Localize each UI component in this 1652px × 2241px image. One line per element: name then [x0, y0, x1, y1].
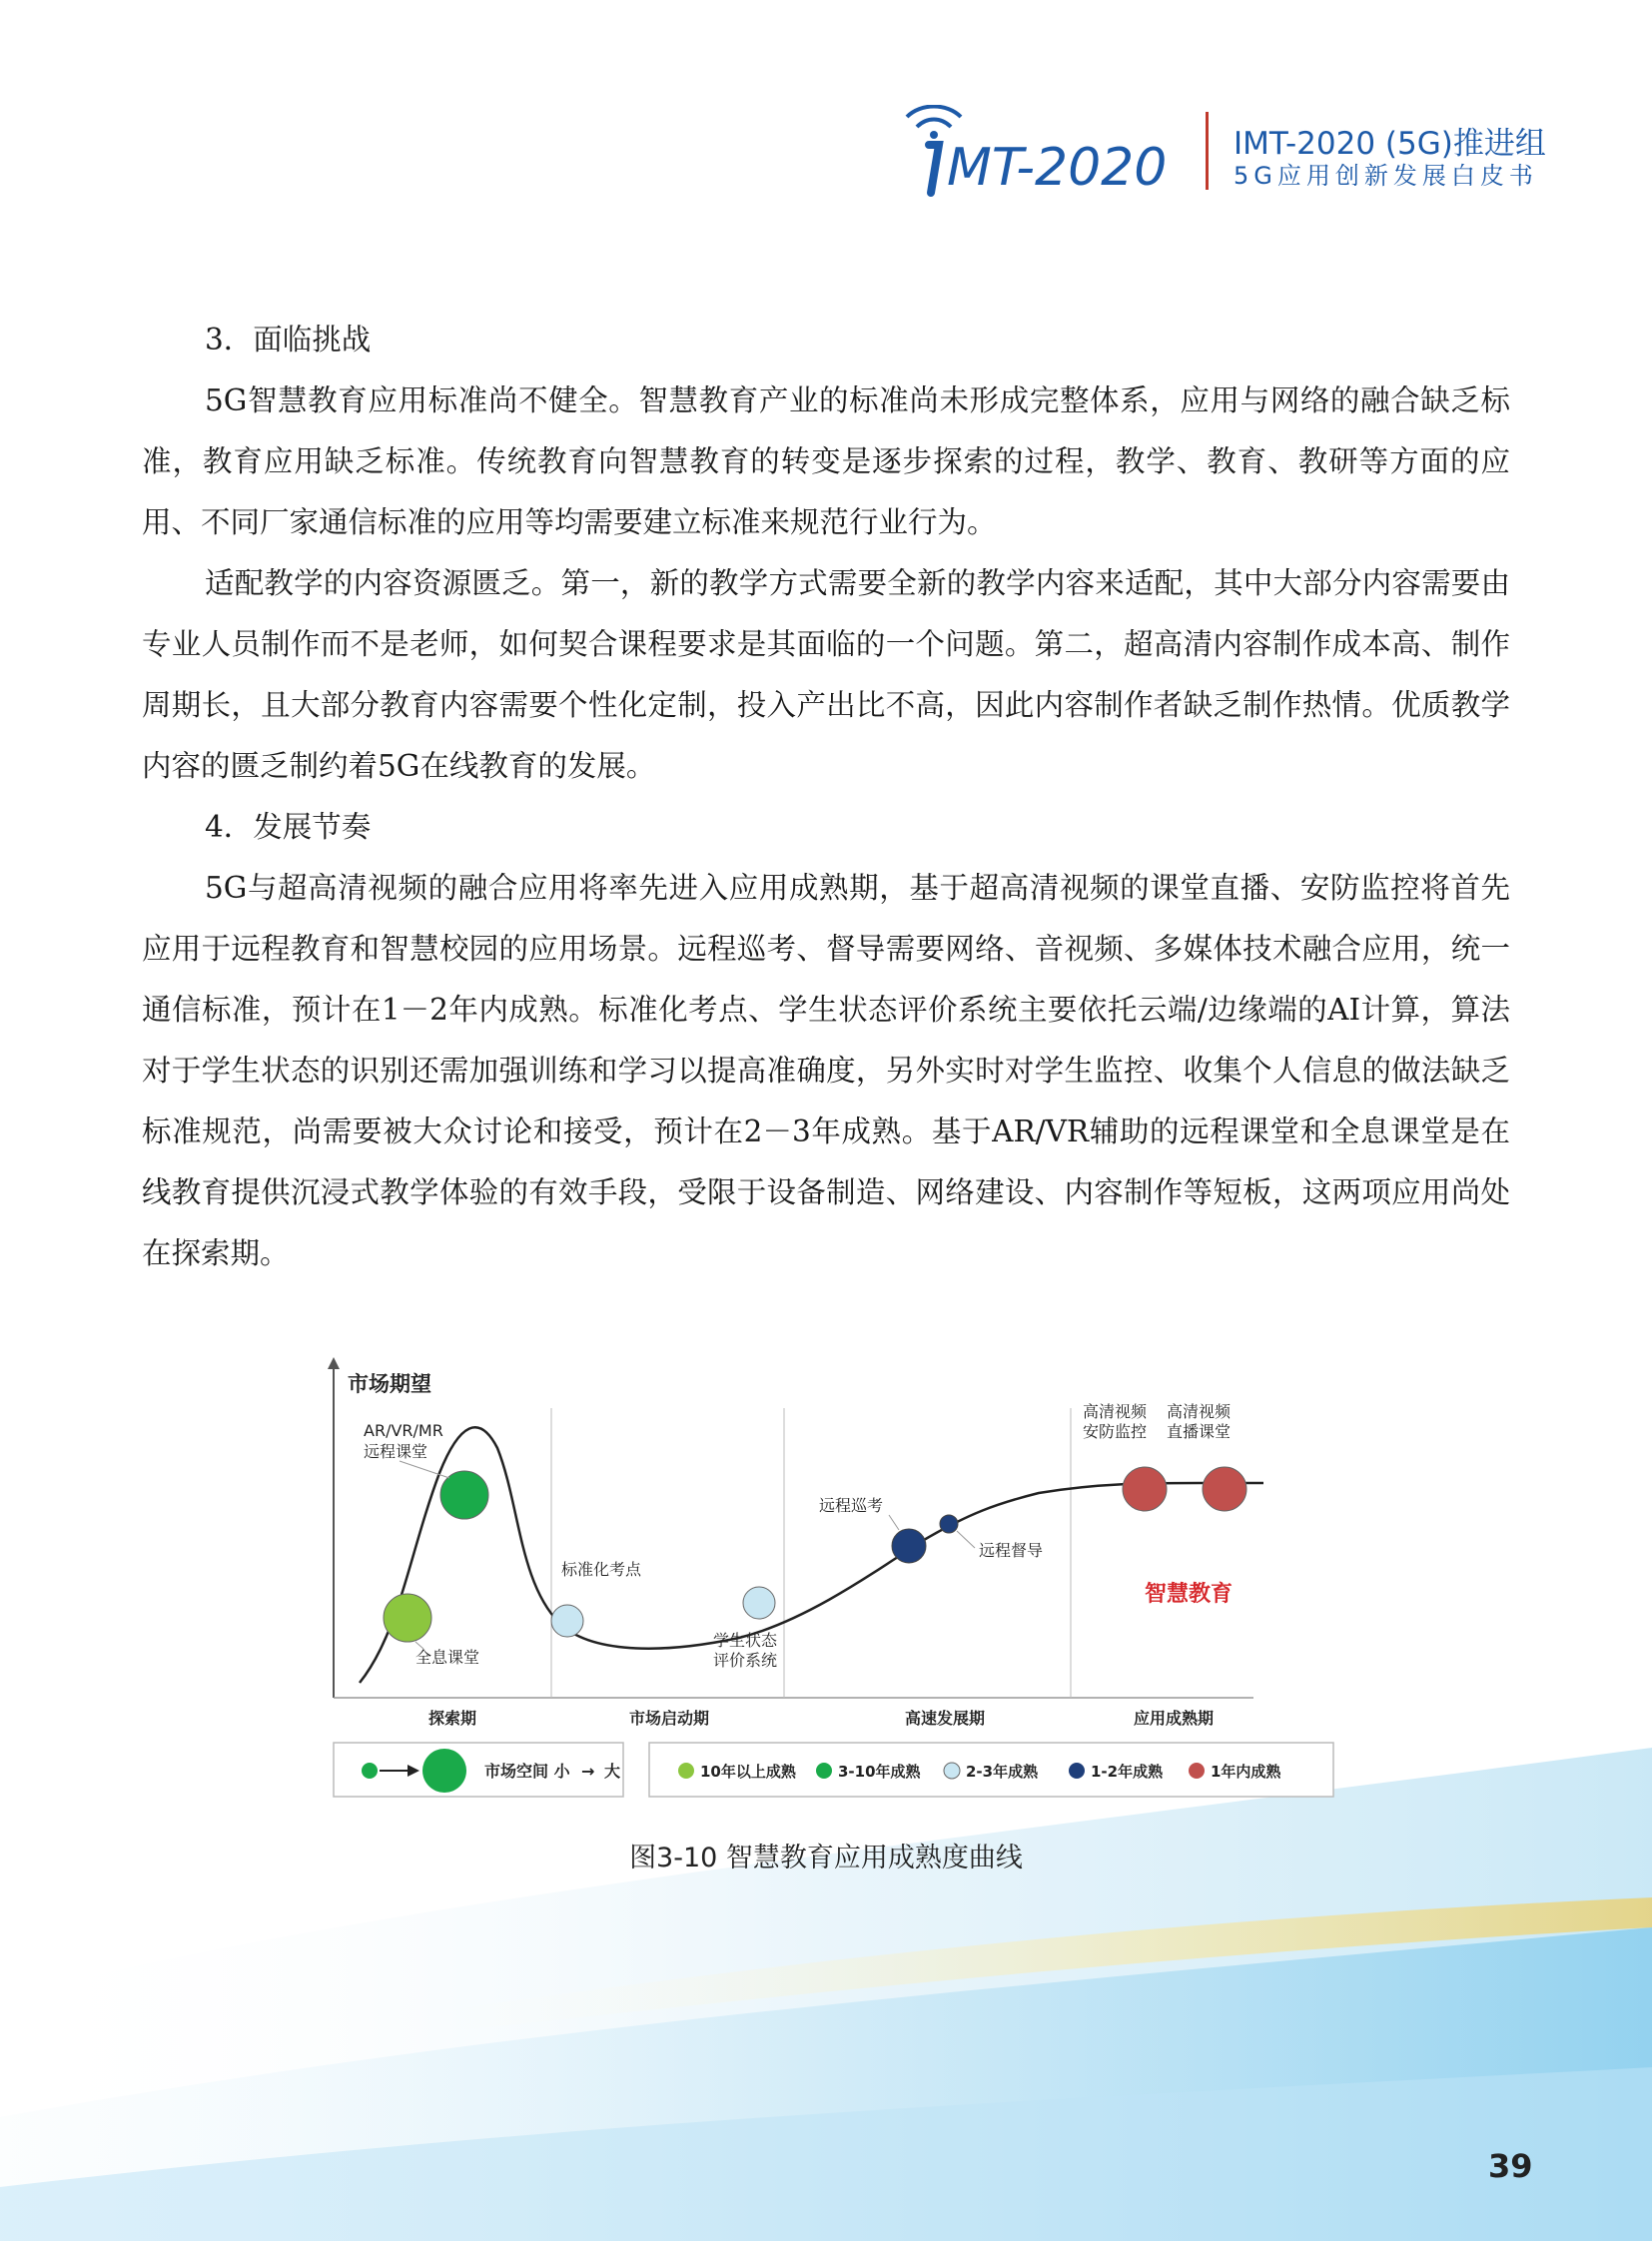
legend-swatch-under-1	[1189, 1763, 1205, 1779]
leader-line	[889, 1515, 899, 1530]
paragraph-development-pace: 5G与超高清视频的融合应用将率先进入应用成熟期，基于超高清视频的课堂直播、安防监控将首先应用于远程教育和智慧校园的应用场景。远程巡考、督导需要网络、音视频、多媒体技术融合应用，统一通信标准，预计在1－2年内成熟。标准化考点、学生状态评价系统主要依托云端/边缘端的AI计算，算法对于学生状态的识别还需加强训练和学习以提高准确度，另外实时对学生监控、收集个人信息的做法缺乏标准规范，尚需要被大众讨论和接受，预计在2－3年成熟。基于AR/VR辅助的远程课堂和全息课堂是在线教育提供沉浸式教学体验的有效手段，受限于设备制造、网络建设、内容制作等短板，这两项应用尚处在探索期。	[142, 871, 1510, 1270]
paragraph-standards: 5G智慧教育应用标准尚不健全。智慧教育产业的标准尚未形成完整体系，应用与网络的融合缺乏标准，教育应用缺乏标准。传统教育向智慧教育的转变是逐步探索的过程，教学、教育、教研等方面的应用、不同厂家通信标准的应用等均需要建立标准来规范行业行为。	[142, 383, 1510, 539]
legend-swatch-3-10	[816, 1763, 832, 1779]
paragraph-content-resources: 适配教学的内容资源匮乏。第一，新的教学方式需要全新的教学内容来适配，其中大部分内容需要由专业人员制作而不是老师，如何契合课程要求是其面临的一个问题。第二，超高清内容制作成本高、制作周期长，且大部分教育内容需要个性化定制，投入产出比不高，因此内容制作者缺乏制作热情。优质教学内容的匮乏制约着5G在线教育的发展。	[142, 566, 1510, 783]
label-hd-live-line1: 高清视频	[1167, 1402, 1232, 1421]
size-legend-label: 市场空间 小	[484, 1762, 570, 1781]
point-remote-invigilation	[892, 1529, 926, 1563]
label-standard-exam-site: 标准化考点	[561, 1560, 642, 1579]
point-ar-vr-remote-classroom	[440, 1471, 488, 1519]
legend-label-3-10: 3-10年成熟	[838, 1763, 921, 1781]
y-axis-label: 市场期望	[348, 1372, 431, 1396]
label-student-status-line2: 评价系统	[713, 1651, 778, 1670]
leader-line	[957, 1531, 975, 1548]
point-holographic-classroom	[384, 1594, 431, 1642]
point-hd-live-classroom	[1203, 1467, 1246, 1511]
legend-swatch-1-2	[1069, 1763, 1085, 1779]
header-subtitle: 5G应用创新发展白皮书	[1234, 162, 1538, 190]
label-hd-live-line2: 直播课堂	[1167, 1422, 1232, 1441]
label-remote-invigilation: 远程巡考	[819, 1496, 884, 1515]
header-divider	[1206, 112, 1209, 190]
figure-caption: 图3-10 智慧教育应用成熟度曲线	[629, 1843, 1023, 1873]
legend-label-10plus: 10年以上成熟	[700, 1763, 796, 1781]
size-legend-large-circle	[422, 1749, 466, 1793]
phase-label-exploration: 探索期	[427, 1709, 477, 1728]
label-student-status-line1: 学生状态	[713, 1631, 778, 1650]
size-legend-small-circle	[362, 1763, 378, 1779]
label-holographic-classroom: 全息课堂	[415, 1648, 480, 1667]
legend-label-2-3: 2-3年成熟	[966, 1763, 1039, 1781]
label-remote-supervision: 远程督导	[979, 1541, 1044, 1560]
phase-label-market-launch: 市场启动期	[628, 1709, 710, 1728]
label-ar-vr-line2: 远程课堂	[364, 1442, 428, 1461]
maturity-curve	[360, 1427, 1263, 1683]
legend-label-under-1: 1年内成熟	[1211, 1763, 1281, 1781]
domain-label: 智慧教育	[1144, 1582, 1234, 1607]
imt2020-logo	[899, 105, 1199, 200]
label-hd-security-line2: 安防监控	[1083, 1422, 1148, 1441]
point-remote-supervision	[940, 1515, 958, 1533]
point-standard-exam-site	[551, 1605, 583, 1637]
point-hd-security-monitoring	[1123, 1467, 1167, 1511]
section-heading-pace: 4．发展节奏	[205, 810, 372, 844]
phase-label-maturity: 应用成熟期	[1133, 1709, 1215, 1728]
legend-label-1-2: 1-2年成熟	[1091, 1763, 1164, 1781]
size-legend-end: 大	[604, 1762, 621, 1781]
legend-swatch-2-3	[944, 1763, 960, 1779]
svg-text:MT-2020: MT-2020	[947, 138, 1168, 198]
label-hd-security-line1: 高清视频	[1083, 1402, 1148, 1421]
label-ar-vr-line1: AR/VR/MR	[364, 1421, 443, 1440]
legend-swatch-10plus	[678, 1763, 694, 1779]
page-number: 39	[1488, 2147, 1533, 2185]
body-text	[142, 310, 1510, 1284]
point-student-status-evaluation	[743, 1587, 775, 1619]
phase-label-rapid-growth: 高速发展期	[904, 1709, 986, 1728]
section-heading-challenges: 3．面临挑战	[205, 323, 372, 357]
header-title: IMT-2020 (5G)推进组	[1234, 126, 1546, 162]
maturity-curve-figure	[320, 1353, 1348, 1882]
size-legend-arrow: →	[581, 1762, 595, 1781]
y-axis-arrow	[328, 1357, 340, 1369]
